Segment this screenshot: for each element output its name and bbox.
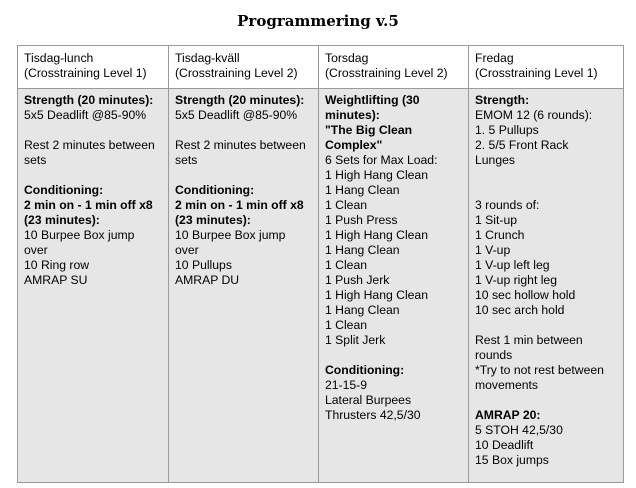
exercise-line: Thrusters 42,5/30 (325, 408, 421, 422)
workout-cell-fredag (469, 89, 624, 483)
exercise-line: EMOM 12 (6 rounds): (475, 108, 593, 122)
exercise-line: 1 Crunch (475, 228, 525, 242)
exercise-line: AMRAP DU (175, 273, 240, 287)
header-day: Fredag (475, 51, 514, 65)
exercise-line: Lateral Burpees (325, 393, 412, 407)
exercise-line: 10 sec hollow hold (475, 288, 576, 302)
spacer (325, 348, 462, 363)
spacer (175, 168, 312, 183)
exercise-line: 1 Push Press (325, 213, 398, 227)
workout-cell-torsdag (319, 89, 469, 483)
section-heading: "The Big Clean (325, 123, 413, 137)
exercise-line: 1 Push Jerk (325, 273, 390, 287)
exercise-line: 1 High Hang Clean (325, 228, 428, 242)
exercise-line: Rest 2 minutes between (175, 138, 306, 152)
section-heading: Conditioning: (24, 183, 104, 197)
header-row (18, 46, 624, 89)
exercise-line: Rest 1 min between (475, 333, 583, 347)
section-heading: 2 min on - 1 min off x8 (175, 198, 304, 212)
exercise-line: 10 Pullups (175, 258, 232, 272)
exercise-line: movements (475, 378, 538, 392)
header-day: Tisdag-kväll (175, 51, 240, 65)
exercise-line: 1 Hang Clean (325, 243, 400, 257)
exercise-line: 1 Hang Clean (325, 183, 400, 197)
exercise-line: 10 Ring row (24, 258, 90, 272)
exercise-line: *Try to not rest between (475, 363, 604, 377)
column-header-tisdag-lunch (18, 46, 169, 89)
section-heading: Conditioning: (325, 363, 405, 377)
exercise-line: Rest 2 minutes between (24, 138, 155, 152)
exercise-line: 10 Burpee Box jump (24, 228, 135, 242)
spacer (475, 393, 617, 408)
section-heading: AMRAP 20: (475, 408, 541, 422)
exercise-line: 10 Burpee Box jump (175, 228, 286, 242)
section-heading: 2 min on - 1 min off x8 (24, 198, 153, 212)
exercise-line: 1 High Hang Clean (325, 168, 428, 182)
exercise-line: 15 Box jumps (475, 453, 549, 467)
spacer (24, 123, 162, 138)
exercise-line: 21-15-9 (325, 378, 368, 392)
section-heading: Strength: (475, 93, 530, 107)
workout-cell-tisdag-kvall (169, 89, 319, 483)
workout-cell-tisdag-lunch (18, 89, 169, 483)
exercise-line: 5 STOH 42,5/30 (475, 423, 563, 437)
section-heading: Strength (20 minutes): (24, 93, 154, 107)
exercise-line: 6 Sets for Max Load: (325, 153, 438, 167)
header-day: Tisdag-lunch (24, 51, 94, 65)
program-table (17, 45, 624, 483)
exercise-line: 1 Hang Clean (325, 303, 400, 317)
exercise-line: sets (24, 153, 47, 167)
page-title: Programmering v.5 (237, 12, 399, 30)
content-row (18, 89, 624, 483)
header-level: (Crosstraining Level 1) (475, 66, 598, 80)
column-header-tisdag-kvall (169, 46, 319, 89)
exercise-line: 1 High Hang Clean (325, 288, 428, 302)
spacer (175, 123, 312, 138)
exercise-line: over (175, 243, 199, 257)
exercise-line: 1 Split Jerk (325, 333, 386, 347)
section-heading: Complex" (325, 138, 383, 152)
exercise-line: over (24, 243, 48, 257)
exercise-line: sets (175, 153, 198, 167)
section-heading: (23 minutes): (175, 213, 251, 227)
exercise-line: AMRAP SU (24, 273, 88, 287)
exercise-line: 5x5 Deadlift @85-90% (24, 108, 147, 122)
spacer (475, 318, 617, 333)
section-heading: Weightlifting (30 (325, 93, 420, 107)
exercise-line: 10 sec arch hold (475, 303, 565, 317)
section-heading: Conditioning: (175, 183, 255, 197)
section-heading: minutes): (325, 108, 380, 122)
exercise-line: 1 V-up (475, 243, 511, 257)
header-level: (Crosstraining Level 1) (24, 66, 147, 80)
column-header-torsdag (319, 46, 469, 89)
spacer (475, 168, 617, 183)
exercise-line: 1 Clean (325, 198, 368, 212)
section-heading: (23 minutes): (24, 213, 100, 227)
spacer (24, 168, 162, 183)
exercise-line: 1 Sit-up (475, 213, 518, 227)
header-level: (Crosstraining Level 2) (175, 66, 298, 80)
section-heading: Strength (20 minutes): (175, 93, 305, 107)
exercise-line: 1. 5 Pullups (475, 123, 539, 137)
exercise-line: 10 Deadlift (475, 438, 534, 452)
exercise-line: 5x5 Deadlift @85-90% (175, 108, 298, 122)
header-day: Torsdag (325, 51, 369, 65)
spacer (475, 183, 617, 198)
exercise-line: 3 rounds of: (475, 198, 540, 212)
exercise-line: 1 Clean (325, 318, 368, 332)
exercise-line: rounds (475, 348, 513, 362)
exercise-line: Lunges (475, 153, 515, 167)
exercise-line: 2. 5/5 Front Rack (475, 138, 569, 152)
header-level: (Crosstraining Level 2) (325, 66, 448, 80)
exercise-line: 1 V-up right leg (475, 273, 557, 287)
column-header-fredag (469, 46, 624, 89)
exercise-line: 1 V-up left leg (475, 258, 550, 272)
exercise-line: 1 Clean (325, 258, 368, 272)
